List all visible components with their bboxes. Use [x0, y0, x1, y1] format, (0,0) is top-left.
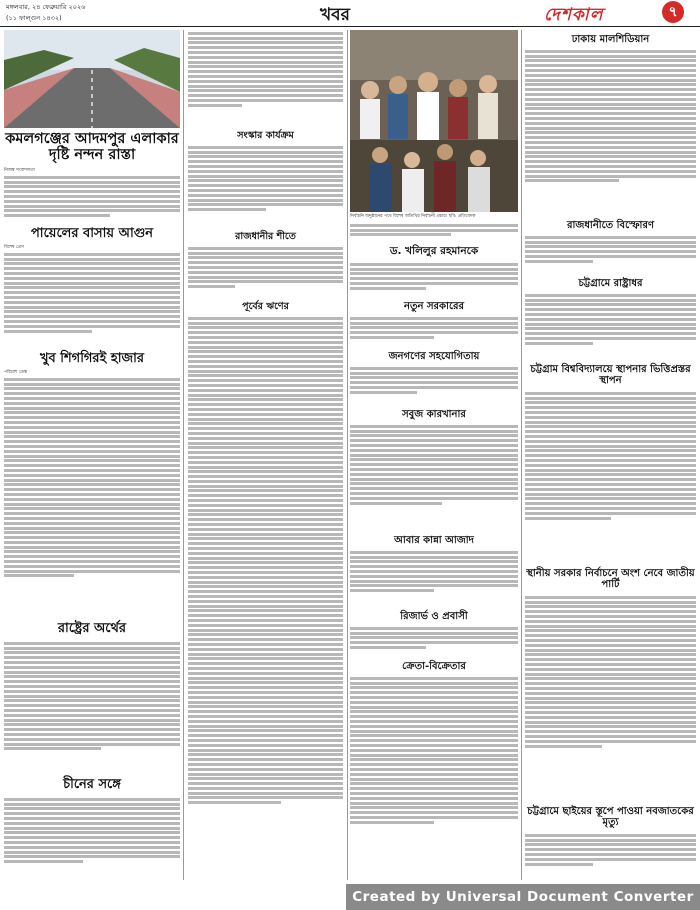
road-body	[4, 174, 180, 226]
trade-headline: ক্রেতা-বিক্রেতার	[402, 661, 466, 672]
section-title: খবর	[320, 5, 350, 25]
brand-logo: দেশকাল	[544, 5, 604, 25]
reserve-body	[350, 625, 518, 659]
road-headline: কমলগঞ্জের আদমপুর এলাকার দৃষ্টি নন্দন রাস্তা	[5, 131, 179, 163]
newgov-headline: নতুন সরকারের	[404, 301, 464, 312]
crowd-photo	[350, 30, 518, 212]
local-headline: স্থানীয় সরকার নির্বাচনে অংশ নেবে জাতীয় পার্টি	[526, 568, 695, 590]
winter-headline: রাজধানীর শীতে	[235, 231, 296, 242]
cooperation-headline: জনগণের সহযোগিতায়	[388, 351, 480, 362]
newgov-body	[350, 315, 518, 349]
crying-body	[350, 549, 518, 609]
col3-top-body	[350, 222, 518, 244]
ctg-uni-body	[525, 390, 696, 566]
khalilur-body	[350, 261, 518, 299]
crying-headline: আবার কান্না আজাদ	[394, 535, 474, 546]
reform-body	[188, 144, 343, 229]
green-body	[350, 423, 518, 533]
photo-caption: নির্বাচনি অনুষ্ঠানের পথে বিশেষ অতিথির নির্বাচনী প্রচার। ছবি: প্রতিবেদক	[350, 214, 476, 219]
date-line-2: (১১ ফাল্গুন ১৪৩২)	[6, 14, 62, 22]
road-photo	[4, 30, 180, 128]
market-byline: পরিবেশ ডেস্ক	[4, 370, 28, 375]
dhaka-headline: ঢাকায় মালশিডিয়ান	[571, 34, 650, 45]
trade-body	[350, 675, 518, 882]
fire-byline: বিশেষ প্রেস	[4, 245, 24, 250]
reserve-headline: রিজার্ভ ও প্রবাসী	[400, 611, 468, 622]
china-body	[4, 796, 180, 878]
ctg-death-headline: চট্টগ্রামে ছাইয়ের স্তূপে পাওয়া নবজাতকের মৃত্যু	[527, 806, 694, 828]
green-headline: সবুজ কারখানার	[402, 409, 466, 420]
state-headline: রাষ্ট্রের অর্থের	[57, 621, 127, 636]
fire-headline: পায়েলের বাসায় আগুন	[30, 226, 154, 241]
winter-body	[188, 245, 343, 300]
column-rule	[347, 30, 348, 880]
dhaka-body	[525, 48, 696, 218]
ctg-death-body	[525, 832, 696, 880]
cooperation-body	[350, 365, 518, 407]
local-body	[525, 594, 696, 804]
khalilur-headline: ড. খলিলুর রহমানকে	[389, 245, 479, 257]
reform-headline: সংস্কার কার্যক্রম	[237, 130, 294, 141]
ctg-uni-headline: চট্টগ্রাম বিশ্ববিদ্যালয়ে স্থাপনার ভিত্তিপ্রস্তর স্থাপন	[530, 364, 691, 386]
blast-headline: রাজধানীতে বিস্ফোরণ	[566, 220, 655, 231]
road-byline: নিজস্ব সংবাদদাতা	[4, 168, 35, 173]
market-body	[4, 376, 180, 616]
ctg-state-body	[525, 292, 696, 362]
east-headline: পূর্বের ঋণের	[242, 301, 289, 312]
column-rule	[183, 30, 184, 880]
date-line-1: মঙ্গলবার, ২৪ ফেব্রুয়ারি ২০২৬	[6, 3, 86, 11]
blast-body	[525, 234, 696, 276]
ctg-state-headline: চট্টগ্রামে রাষ্ট্রাধর	[578, 278, 643, 289]
page-number: ৭	[662, 1, 684, 23]
watermark-banner: Created by Universal Document Converter	[346, 884, 700, 910]
state-body	[4, 640, 180, 775]
fire-body	[4, 251, 180, 349]
column-rule	[521, 30, 522, 880]
col2-top-body	[188, 30, 343, 128]
market-headline: খুব শিগগিরই হাজার	[39, 351, 145, 366]
china-headline: চীনের সঙ্গে	[63, 777, 121, 792]
masthead	[0, 0, 700, 27]
east-body	[188, 315, 343, 878]
